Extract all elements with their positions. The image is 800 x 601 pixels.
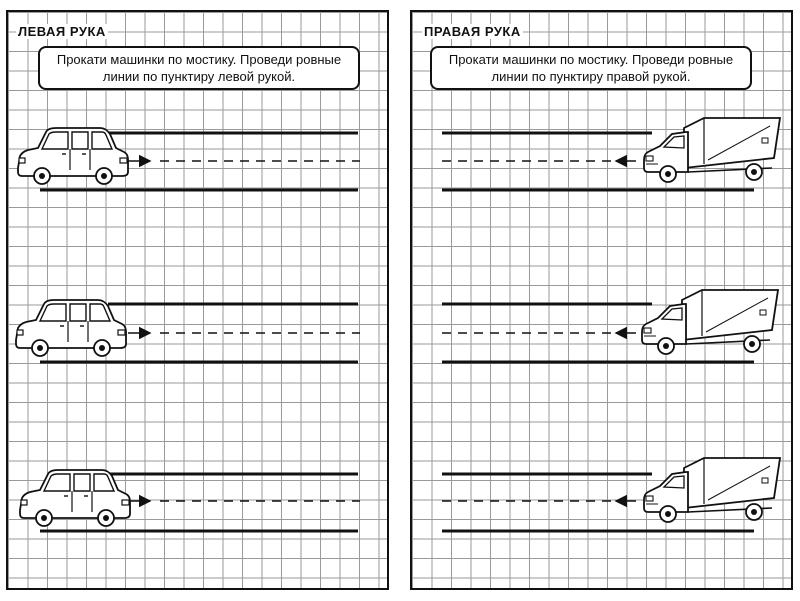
truck-icon [644, 118, 780, 182]
truck-icon [642, 290, 778, 354]
truck-icon [644, 458, 780, 522]
right-lanes [412, 12, 795, 592]
left-worksheet [6, 10, 389, 590]
left-lanes [8, 12, 391, 592]
left-instruction-text: Прокати машинки по мостику. Проведи ровные линии по пунктиру левой рукой. [56, 52, 342, 84]
left-page-title: ЛЕВАЯ РУКА [18, 24, 106, 39]
car-icon [18, 128, 128, 184]
car-icon [16, 300, 126, 356]
car-icon [20, 470, 130, 526]
right-worksheet [410, 10, 793, 590]
right-page-title: ПРАВАЯ РУКА [424, 24, 521, 39]
right-instruction-text: Прокати машинки по мостику. Проведи ровные линии по пунктиру правой рукой. [448, 52, 734, 84]
